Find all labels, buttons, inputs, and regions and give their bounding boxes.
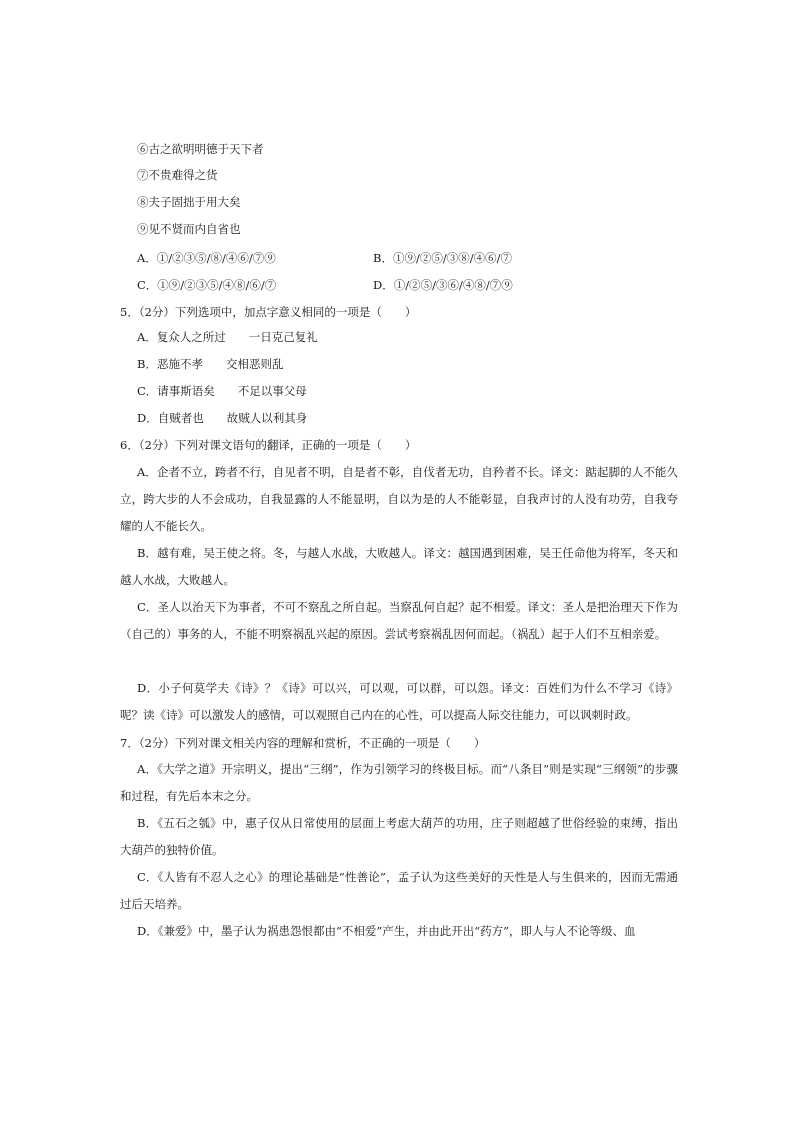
option-d: D．①/②⑤/③⑥/④⑧/⑦⑨ [373, 278, 513, 292]
option-b: B．恶施不孝 交相恶则乱 [137, 357, 284, 371]
option-b: B．越有难，吴王使之将。冬，与越人水战，大败越人。译文：越国遇到困难，吴王任命他为将军，冬天和越人水战，大败越人。 [120, 546, 678, 587]
option-c: C．①⑨/②③⑤/④⑧/⑥/⑦ [137, 278, 277, 292]
option-d: D．《兼爱》中，墨子认为祸患怨恨都由“不相爱”产生，并由此开出“药方”，即人与人不论等级、血 [137, 924, 636, 938]
option-b: B．①⑨/②⑤/③⑧/④⑥/⑦ [373, 251, 512, 265]
option-c: C．圣人以治天下为事者，不可不察乱之所自起。当察乱何自起？起不相爱。译文：圣人是把治理天下作为（自己的）事务的人，不能不明察祸乱兴起的原因。尝试考察祸乱因何而起。（祸乱）起于人们不互相亲爱。 [120, 600, 678, 641]
option-a: A．《大学之道》开宗明义，提出“三纲”，作为引领学习的终极目标。而“八条目”则是实现“三纲领”的步骤和过程，有先后本末之分。 [120, 762, 678, 803]
list-item: ⑦不贵难得之货 [137, 168, 218, 182]
question-stem: 6．（2分）下列对课文语句的翻译，正确的一项是（ ） [120, 438, 417, 452]
option-a: A．①/②③⑤/⑧/④⑥/⑦⑨ [137, 251, 276, 265]
question-stem: 5．（2分）下列选项中，加点字意义相同的一项是（ ） [120, 305, 417, 319]
list-item: ⑧夫子固拙于用大矣 [137, 195, 241, 209]
option-c: C．请事斯语矣 不足以事父母 [137, 384, 307, 398]
option-d: D．小子何莫学夫《诗》？《诗》可以兴，可以观，可以群，可以怨。译文：百姓们为什么不学习《诗》呢？读《诗》可以激发人的感情，可以观照自己内在的心性，可以提高人际交往能力，可以讽刺时政。 [120, 681, 678, 722]
option-c: C．《人皆有不忍人之心》的理论基础是“性善论”，孟子认为这些美好的天性是人与生俱来的，因而无需通过后天培养。 [120, 870, 678, 911]
list-item: ⑨见不贤而内自省也 [137, 222, 241, 236]
option-a: A．企者不立，跨者不行，自见者不明，自是者不彰，自伐者无功，自矜者不长。译文：踮起脚的人不能久立，跨大步的人不会成功，自我显露的人不能显明，自以为是的人不能彰显，自我声讨的人没有功劳，自我夸耀的人不能长久。 [120, 465, 678, 533]
question-stem: 7．（2分）下列对课文相关内容的理解和赏析，不正确的一项是（ ） [120, 736, 486, 750]
option-b: B．《五石之瓠》中，惠子仅从日常使用的层面上考虑大葫芦的功用，庄子则超越了世俗经验的束缚，指出大葫芦的独特价值。 [120, 816, 678, 857]
option-a: A．复众人之所过 一日克己复礼 [137, 330, 318, 344]
list-item: ⑥古之欲明明德于天下者 [137, 142, 264, 156]
option-d: D．自贼者也 故贼人以利其身 [137, 411, 308, 425]
